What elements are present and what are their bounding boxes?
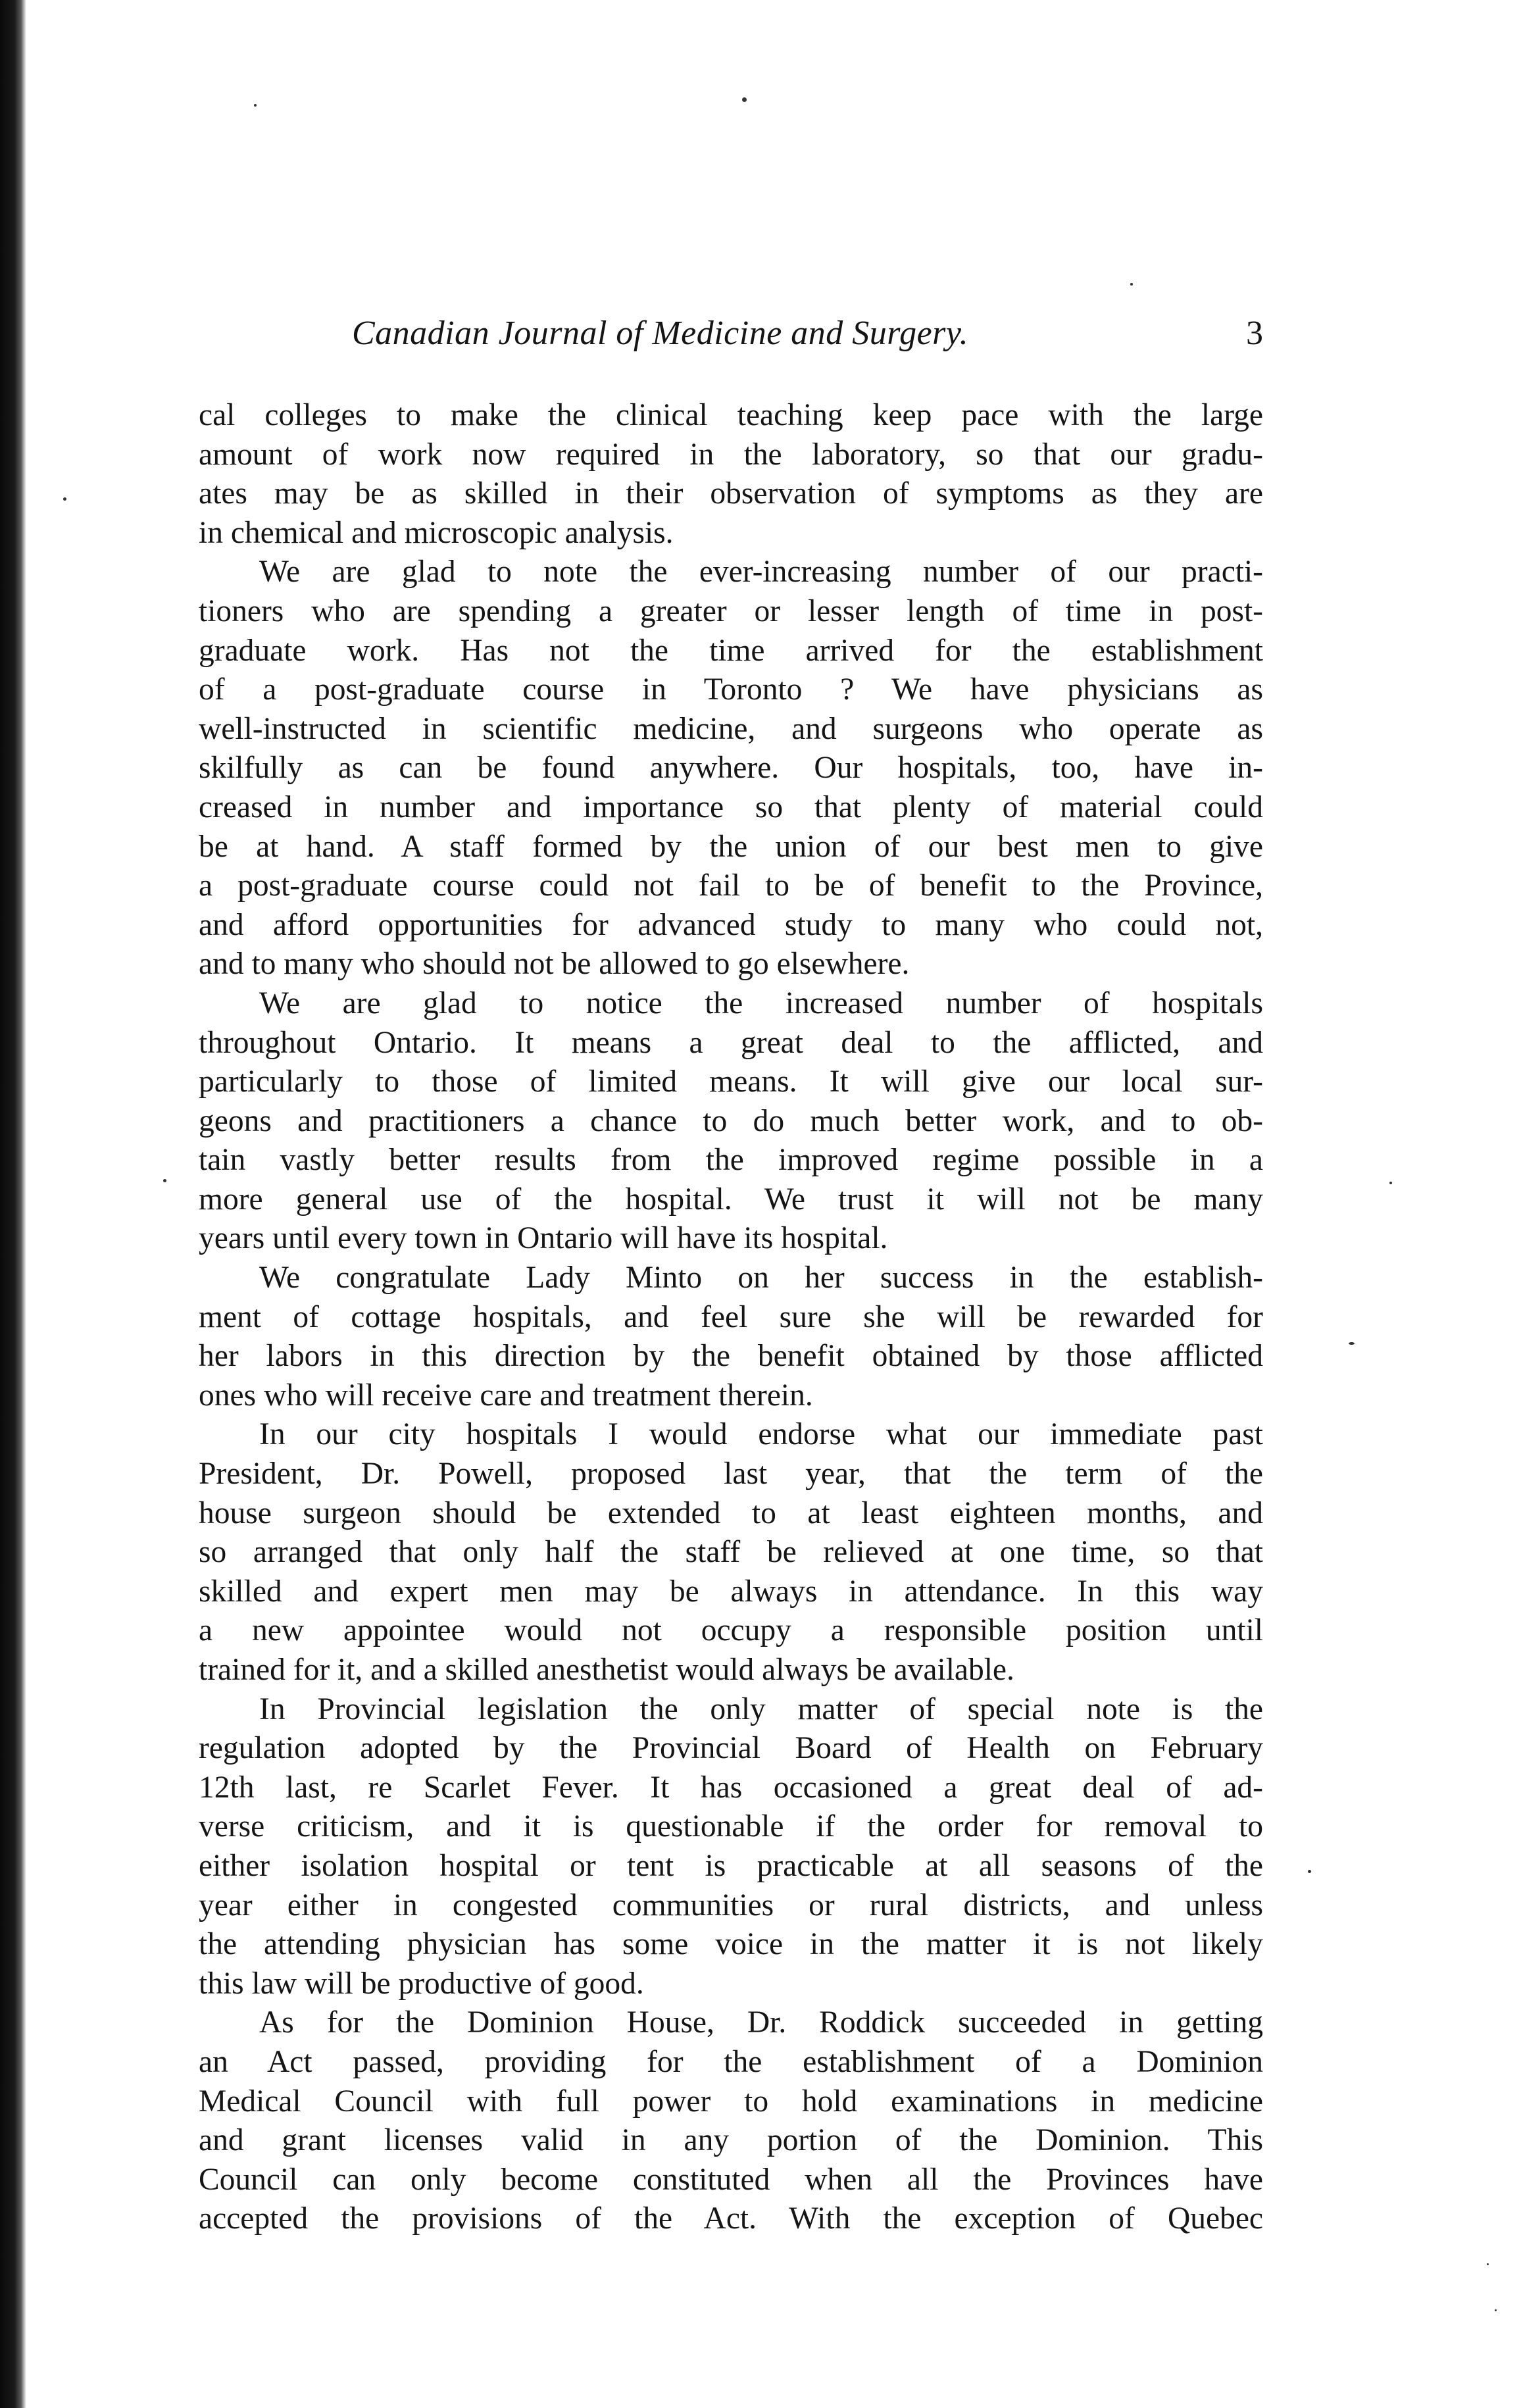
- text-line: Medical Council with full power to hold examinations in medicine: [199, 2084, 1263, 2119]
- text-line: particularly to those of limited means. It will give our local sur-: [199, 1065, 1263, 1099]
- text-line: the attending physician has some voice in the matter it is not likely: [199, 1927, 1263, 1962]
- page-number: 3: [1246, 314, 1263, 352]
- running-header: [352, 311, 1263, 357]
- text-line: be at hand. A staff formed by the union of our best men to give: [199, 829, 1263, 864]
- text-line: and afford opportunities for advanced study to many who could not,: [199, 907, 1263, 942]
- speck: [254, 104, 257, 107]
- text-line: tain vastly better results from the improved regime possible in a: [199, 1143, 1263, 1178]
- text-line: cal colleges to make the clinical teaching keep pace with the large: [199, 398, 1263, 432]
- text-line: so arranged that only half the staff be relieved at one time, so that: [199, 1535, 1263, 1570]
- text-line: trained for it, and a skilled anesthetist would always be available.: [199, 1653, 1014, 1687]
- text-line: and grant licenses valid in any portion of the Dominion. This: [199, 2123, 1263, 2158]
- text-line: well-instructed in scientific medicine, and surgeons who operate as: [199, 711, 1263, 746]
- speck: [1308, 1870, 1311, 1873]
- text-line: geons and practitioners a chance to do much better work, and to ob-: [199, 1103, 1263, 1138]
- text-line: skilfully as can be found anywhere. Our hospitals, too, have in-: [199, 751, 1263, 786]
- text-line: In our city hospitals I would endorse what our immediate past: [259, 1417, 1263, 1452]
- speck: [1130, 283, 1133, 286]
- text-line: this law will be productive of good.: [199, 1966, 644, 2001]
- text-line: either isolation hospital or tent is practicable at all seasons of the: [199, 1848, 1263, 1883]
- text-line: a new appointee would not occupy a responsible position until: [199, 1613, 1263, 1648]
- text-line: years until every town in Ontario will have its hospital.: [199, 1221, 888, 1256]
- text-line: tioners who are spending a greater or lesser length of time in post-: [199, 593, 1263, 628]
- text-line: We are glad to notice the increased number of hospitals: [259, 986, 1263, 1020]
- running-title: Canadian Journal of Medicine and Surgery.: [352, 314, 969, 352]
- speck: [1487, 2263, 1489, 2265]
- text-line: more general use of the hospital. We trust it will not be many: [199, 1182, 1263, 1217]
- speck: [1349, 1342, 1355, 1345]
- text-line: in chemical and microscopic analysis.: [199, 515, 674, 550]
- text-line: throughout Ontario. It means a great deal to the afflicted, and: [199, 1025, 1263, 1060]
- speck: [1495, 2309, 1497, 2311]
- text-line: of a post-graduate course in Toronto ? We have physicians as: [199, 672, 1263, 707]
- text-line: house surgeon should be extended to at least eighteen months, and: [199, 1495, 1263, 1530]
- text-line: ates may be as skilled in their observation of symptoms as they are: [199, 476, 1263, 511]
- speck: [163, 1179, 166, 1182]
- text-line: President, Dr. Powell, proposed last year, that the term of the: [199, 1457, 1263, 1492]
- text-line: ment of cottage hospitals, and feel sure she will be rewarded for: [199, 1299, 1263, 1334]
- text-line: regulation adopted by the Provincial Board of Health on February: [199, 1731, 1263, 1766]
- text-line: skilled and expert men may be always in attendance. In this way: [199, 1574, 1263, 1609]
- text-line: As for the Dominion House, Dr. Roddick succeeded in getting: [259, 2005, 1263, 2040]
- text-line: amount of work now required in the laboratory, so that our gradu-: [199, 437, 1263, 472]
- text-line: verse criticism, and it is questionable if the order for removal to: [199, 1809, 1263, 1844]
- text-line: an Act passed, providing for the establishment of a Dominion: [199, 2044, 1263, 2079]
- speck: [742, 97, 747, 102]
- text-line: Council can only become constituted when all the Provinces have: [199, 2162, 1263, 2197]
- text-line: ones who will receive care and treatment therein.: [199, 1378, 813, 1413]
- text-line: We are glad to note the ever-increasing number of our practi-: [259, 555, 1263, 589]
- text-line: accepted the provisions of the Act. With the exception of Quebec: [199, 2201, 1263, 2236]
- text-line: We congratulate Lady Minto on her success in the establish-: [259, 1261, 1263, 1295]
- text-line: 12th last, re Scarlet Fever. It has occasioned a great deal of ad-: [199, 1770, 1263, 1805]
- text-line: graduate work. Has not the time arrived for the establishment: [199, 633, 1263, 668]
- binding-edge: [0, 0, 26, 2408]
- body-text: [199, 396, 1263, 2239]
- speck: [1389, 1182, 1392, 1184]
- text-line: In Provincial legislation the only matter of special note is the: [259, 1692, 1263, 1726]
- text-line: and to many who should not be allowed to go elsewhere.: [199, 947, 910, 982]
- text-line: her labors in this direction by the benefit obtained by those afflicted: [199, 1339, 1263, 1374]
- text-line: creased in number and importance so that plenty of material could: [199, 790, 1263, 824]
- text-line: year either in congested communities or rural districts, and unless: [199, 1888, 1263, 1922]
- speck: [63, 497, 66, 501]
- text-line: a post-graduate course could not fail to be of benefit to the Province,: [199, 868, 1263, 903]
